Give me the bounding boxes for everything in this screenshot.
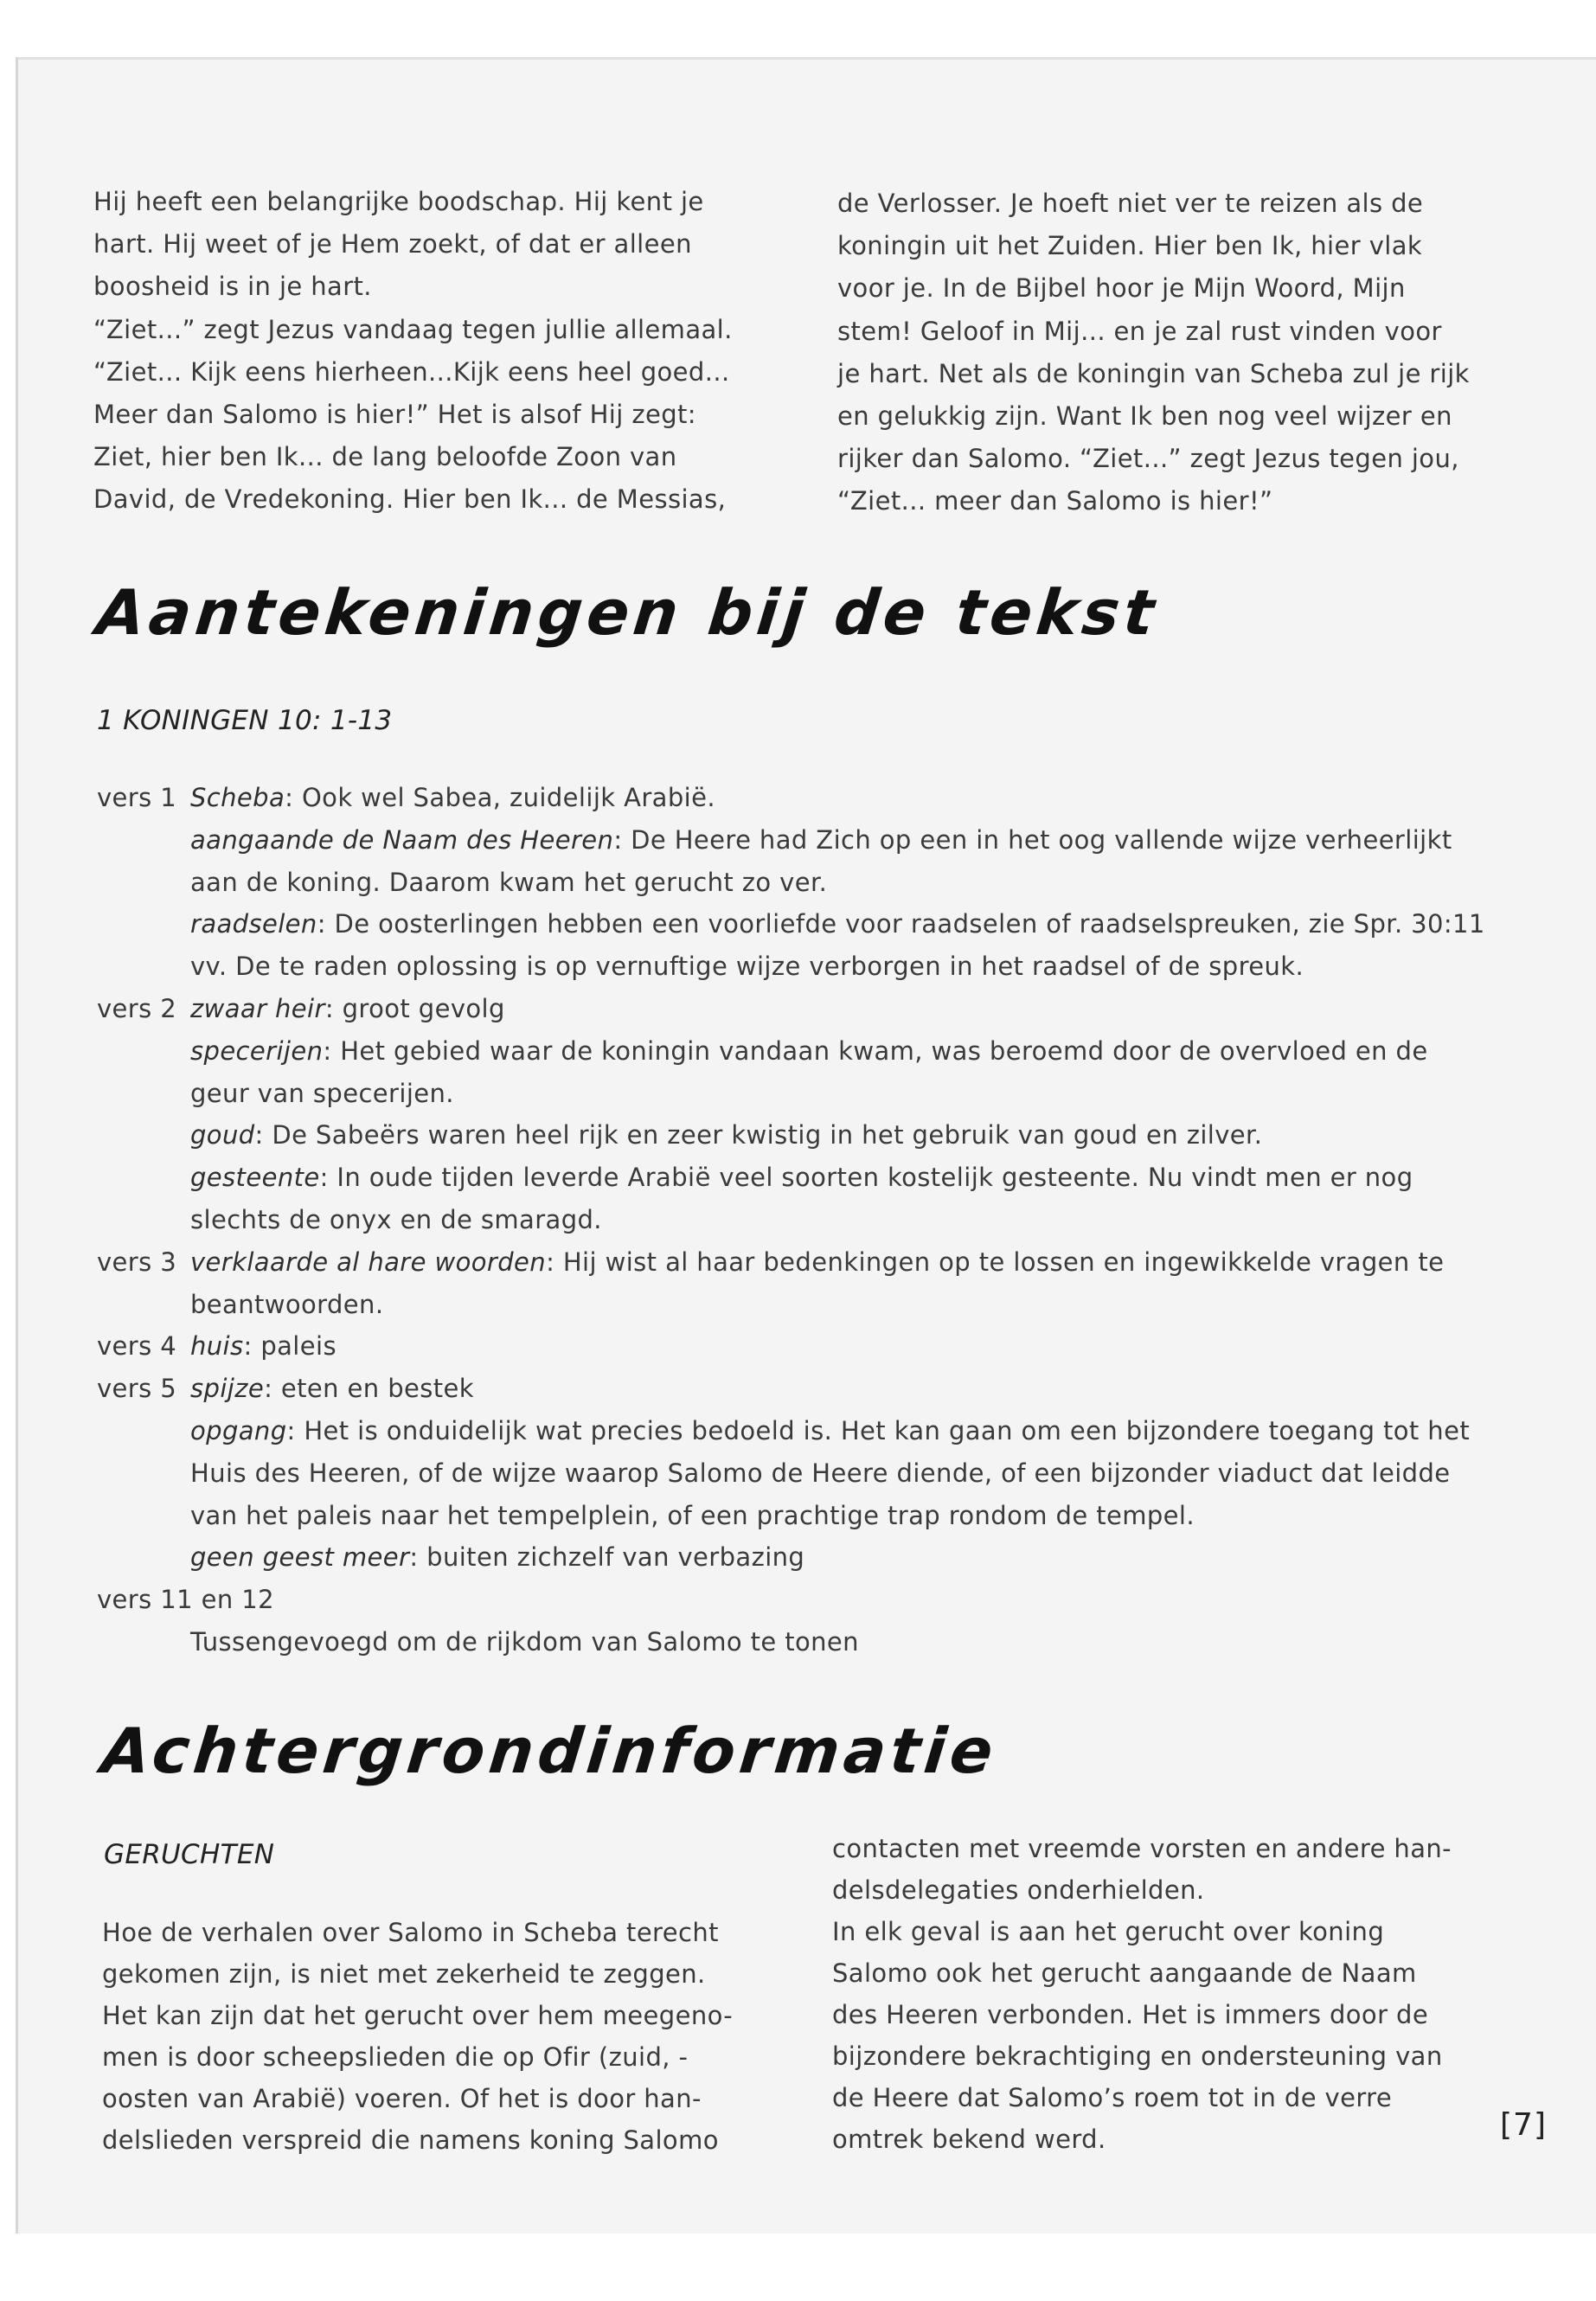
note-content bbox=[190, 1199, 602, 1241]
note-term: goud bbox=[190, 1120, 255, 1150]
text-line: koningin uit het Zuiden. Hier ben Ik, hier vlak bbox=[837, 231, 1423, 261]
text-line: voor je. In de Bijbel hoor je Mijn Woord, Mijn bbox=[837, 273, 1406, 304]
note-content bbox=[190, 819, 1452, 862]
verse-label: vers 2 bbox=[97, 993, 177, 1023]
note-text: Huis des Heeren, of de wijze waarop Salomo de Heere diende, of een bijzonder viaduct dat leidde bbox=[190, 1458, 1451, 1488]
note-text: : Ook wel Sabea, zuidelijk Arabië. bbox=[285, 783, 715, 812]
note-content bbox=[190, 1536, 804, 1579]
note-term: huis bbox=[190, 1331, 244, 1362]
note-text: : Het gebied waar de koningin vandaan kwam, was beroemd door de overvloed en de bbox=[323, 1035, 1428, 1066]
note-content bbox=[190, 1157, 1413, 1199]
text-line: rijker dan Salomo. “Ziet...” zegt Jezus tegen jou, bbox=[837, 444, 1459, 474]
notes-heading: Aantekeningen bij de tekst bbox=[93, 576, 1163, 649]
note-content bbox=[190, 1410, 1470, 1452]
text-line: gekomen zijn, is niet met zekerheid te zeggen. bbox=[102, 1959, 706, 1989]
text-line: en gelukkig zijn. Want Ik ben nog veel wijzer en bbox=[837, 401, 1452, 431]
note-term: specerijen bbox=[190, 1035, 324, 1066]
note-text: : Hij wist al haar bedenkingen op te lossen en ingewikkelde vragen te bbox=[546, 1247, 1445, 1277]
text-line: contacten met vreemde vorsten en andere han- bbox=[832, 1834, 1452, 1863]
verse-label: vers 11 en 12 bbox=[97, 1585, 274, 1615]
note-text: van het paleis naar het tempelplein, of een prachtige trap rondom de tempel. bbox=[190, 1500, 1195, 1530]
note-text: : paleis bbox=[243, 1331, 337, 1362]
text-line: “Ziet... meer dan Salomo is hier!” bbox=[837, 486, 1273, 516]
text-line: Hoe de verhalen over Salomo in Scheba terecht bbox=[102, 1918, 719, 1947]
note-content bbox=[190, 988, 505, 1030]
text-line: delslieden verspreid die namens koning Salomo bbox=[102, 2125, 719, 2155]
note-text: : In oude tijden leverde Arabië veel soorten kostelijk gesteente. Nu vindt men er nog bbox=[319, 1163, 1413, 1193]
note-content bbox=[190, 1452, 1451, 1495]
bible-reference: 1 KONINGEN 10: 1-13 bbox=[97, 705, 393, 736]
text-line: omtrek bekend werd. bbox=[832, 2125, 1106, 2154]
note-text: aan de koning. Daarom kwam het gerucht zo ver. bbox=[190, 867, 828, 897]
note-content bbox=[190, 903, 1485, 945]
intro-left-column bbox=[93, 181, 733, 522]
text-line: Salomo ook het gerucht aangaande de Naam bbox=[832, 1958, 1417, 1988]
note-text: slechts de onyx en de smaragd. bbox=[190, 1204, 602, 1234]
background-left-column bbox=[102, 1912, 733, 2161]
note-term: zwaar heir bbox=[190, 993, 325, 1023]
text-line: “Ziet... Kijk eens hierheen...Kijk eens heel goed... bbox=[93, 356, 730, 387]
text-line: bijzondere bekrachtiging en ondersteuning van bbox=[832, 2041, 1443, 2071]
note-text: : De Heere had Zich op een in het oog vallende wijze verheerlijkt bbox=[613, 824, 1452, 855]
text-line: je hart. Net als de koningin van Scheba zul je rijk bbox=[837, 358, 1470, 388]
note-term: raadselen bbox=[190, 909, 317, 939]
note-content bbox=[190, 1284, 383, 1326]
note-content bbox=[190, 1621, 859, 1663]
text-line: Het kan zijn dat het gerucht over hem meegeno- bbox=[102, 2001, 734, 2030]
note-text: : groot gevolg bbox=[324, 993, 505, 1023]
note-content bbox=[190, 862, 827, 904]
text-line: Hij heeft een belangrijke boodschap. Hij kent je bbox=[93, 187, 704, 216]
text-line: men is door scheepslieden die op Ofir (zuid, - bbox=[102, 2042, 689, 2072]
note-text: : Het is onduidelijk wat precies bedoeld is. Het kan gaan om een bijzondere toegang tot het bbox=[286, 1415, 1471, 1445]
note-content bbox=[190, 1030, 1428, 1073]
background-right-column bbox=[832, 1828, 1452, 2160]
note-text: : De oosterlingen hebben een voorliefde voor raadselen of raadselspreuken, zie Spr. 30:11 bbox=[317, 909, 1485, 939]
note-content bbox=[190, 1073, 454, 1115]
note-term: opgang bbox=[190, 1415, 287, 1445]
text-line: stem! Geloof in Mij... en je zal rust vinden voor bbox=[837, 316, 1442, 346]
background-subheading: GERUCHTEN bbox=[104, 1839, 275, 1870]
verse-label: vers 4 bbox=[97, 1331, 177, 1362]
verse-label: vers 3 bbox=[97, 1247, 177, 1277]
note-content bbox=[190, 777, 715, 819]
note-text: : De Sabeërs waren heel rijk en zeer kwistig in het gebruik van goud en zilver. bbox=[254, 1120, 1263, 1150]
text-line: boosheid is in je hart. bbox=[93, 272, 372, 302]
text-line: David, de Vredekoning. Hier ben Ik... de Messias, bbox=[93, 484, 727, 515]
note-term: spijze bbox=[190, 1374, 265, 1404]
note-text: : eten en bestek bbox=[264, 1374, 474, 1404]
note-text: geur van specerijen. bbox=[190, 1078, 454, 1108]
note-text: : buiten zichzelf van verbazing bbox=[409, 1542, 805, 1573]
text-line: des Heeren verbonden. Het is immers door de bbox=[832, 2000, 1429, 2029]
intro-right-column bbox=[837, 183, 1470, 523]
text-line: Ziet, hier ben Ik... de lang beloofde Zoon van bbox=[93, 442, 677, 472]
note-text: beantwoorden. bbox=[190, 1289, 384, 1319]
page-number: [7] bbox=[1500, 2107, 1547, 2143]
note-term: gesteente bbox=[190, 1163, 320, 1193]
text-line: Meer dan Salomo is hier!” Het is alsof Hij zegt: bbox=[93, 399, 696, 429]
note-content bbox=[190, 945, 1304, 988]
note-content bbox=[190, 1368, 474, 1410]
note-term: verklaarde al hare woorden bbox=[190, 1247, 547, 1277]
verse-label: vers 5 bbox=[97, 1374, 177, 1404]
background-heading: Achtergrondinformatie bbox=[98, 1715, 1001, 1787]
note-term: Scheba bbox=[190, 783, 285, 812]
note-content bbox=[190, 1325, 337, 1368]
verse-label: vers 1 bbox=[97, 783, 177, 812]
note-text: vv. De te raden oplossing is op vernuftige wijze verborgen in het raadsel of de spreuk. bbox=[190, 952, 1304, 982]
note-content bbox=[190, 1241, 1444, 1284]
note-term: geen geest meer bbox=[190, 1542, 410, 1573]
note-content bbox=[190, 1495, 1195, 1537]
text-line: “Ziet...” zegt Jezus vandaag tegen jullie allemaal. bbox=[93, 314, 733, 344]
note-text: Tussengevoegd om de rijkdom van Salomo te tonen bbox=[190, 1626, 859, 1657]
text-line: hart. Hij weet of je Hem zoekt, of dat er alleen bbox=[93, 229, 692, 260]
text-line: de Heere dat Salomo’s roem tot in de verre bbox=[832, 2083, 1393, 2112]
note-content bbox=[190, 1114, 1262, 1157]
text-line: delsdelegaties onderhielden. bbox=[832, 1875, 1205, 1905]
text-line: oosten van Arabië) voeren. Of het is door han- bbox=[102, 2084, 702, 2113]
note-term: aangaande de Naam des Heeren bbox=[190, 824, 614, 855]
text-line: In elk geval is aan het gerucht over koning bbox=[832, 1917, 1385, 1946]
text-line: de Verlosser. Je hoeft niet ver te reizen als de bbox=[837, 189, 1424, 218]
